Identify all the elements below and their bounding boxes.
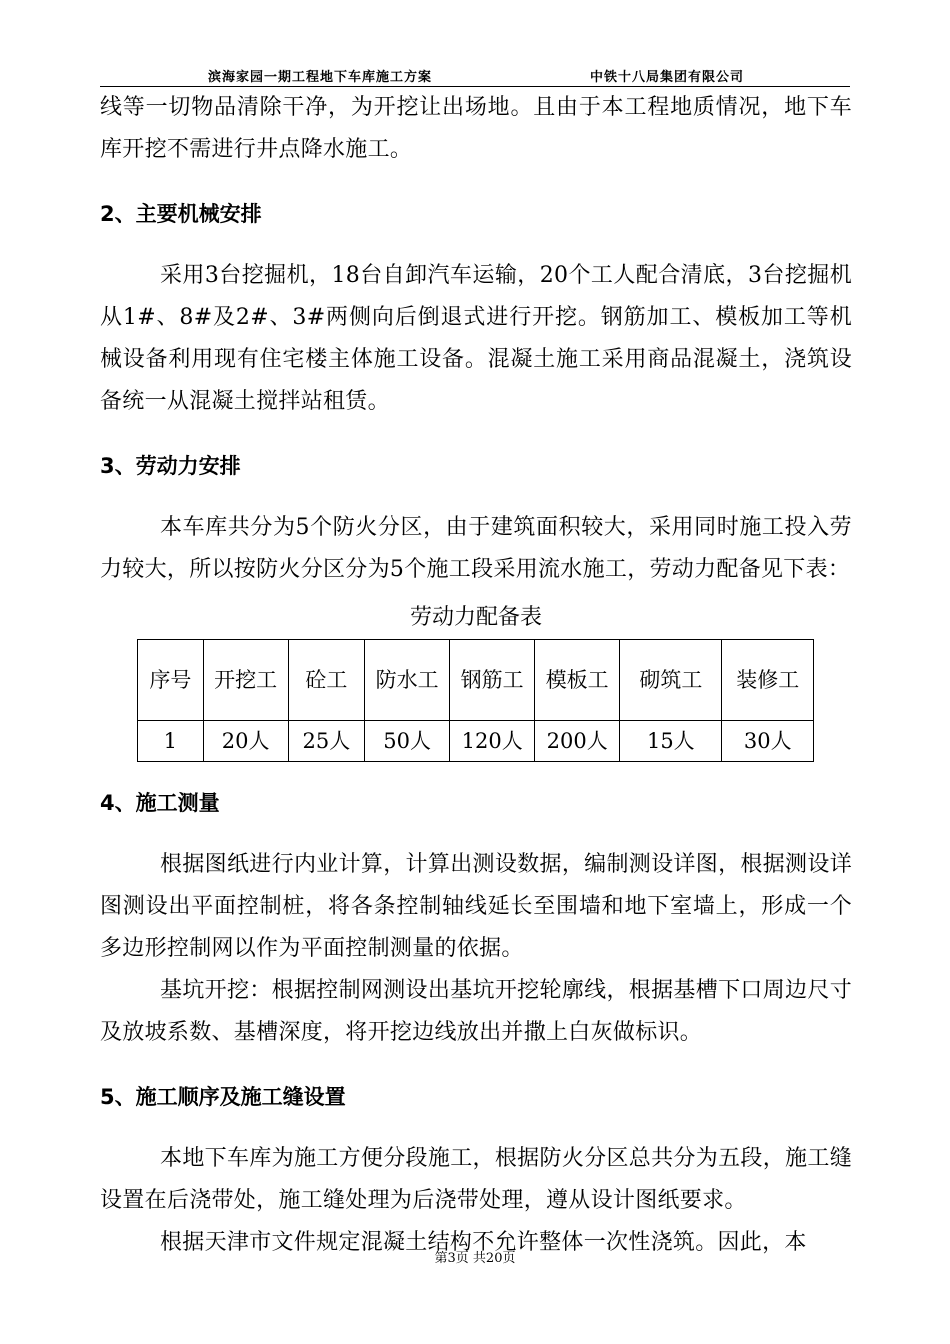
table-header-cell: 装修工 bbox=[722, 640, 814, 721]
section-5-paragraph-2: 根据天津市文件规定混凝土结构不允许整体一次性浇筑。因此，本 bbox=[160, 1230, 807, 1255]
intro-paragraph: 线等一切物品清除干净，为开挖让出场地。且由于本工程地质情况，地下车库开挖不需进行井点降水施工。 bbox=[100, 95, 852, 162]
section-3-paragraph: 本车库共分为5个防火分区，由于建筑面积较大，采用同时施工投入劳力较大，所以按防火分区分为5个施工段采用流水施工，劳动力配备见下表： bbox=[100, 515, 852, 582]
section-4-paragraph-2: 基坑开挖：根据控制网测设出基坑开挖轮廓线，根据基槽下口周边尺寸及放坡系数、基槽深度，将开挖边线放出并撒上白灰做标识。 bbox=[100, 978, 852, 1045]
table-header-cell: 模板工 bbox=[535, 640, 620, 721]
table-caption: 劳动力配备表 bbox=[409, 605, 542, 630]
page-header bbox=[100, 62, 850, 87]
section-4-paragraph-1: 根据图纸进行内业计算，计算出测设数据，编制测设详图，根据测设详图测设出平面控制桩，将各条控制轴线延长至围墙和地下室墙上，形成一个多边形控制网以作为平面控制测量的依据。 bbox=[100, 852, 852, 961]
table-header-cell: 防水工 bbox=[365, 640, 450, 721]
table-header-cell: 砼工 bbox=[288, 640, 364, 721]
table-cell: 15人 bbox=[620, 721, 722, 762]
section-2-paragraph: 采用3台挖掘机，18台自卸汽车运输，20个工人配合清底，3台挖掘机从1#、8#及2#、3#两侧向后倒退式进行开挖。钢筋加工、模板加工等机械设备利用现有住宅楼主体施工设备。混凝土施工采用商品混凝土，浇筑设备统一从混凝土搅拌站租赁。 bbox=[100, 263, 852, 414]
section-5-heading: 5、施工顺序及施工缝设置 bbox=[100, 1085, 346, 1109]
section-4-heading: 4、施工测量 bbox=[100, 791, 220, 815]
table-cell: 25人 bbox=[288, 721, 364, 762]
table-header-cell: 砌筑工 bbox=[620, 640, 722, 721]
section-5-paragraph-1: 本地下车库为施工方便分段施工，根据防火分区总共分为五段，施工缝设置在后浇带处，施工缝处理为后浇带处理，遵从设计图纸要求。 bbox=[100, 1146, 852, 1213]
table-header-cell: 序号 bbox=[138, 640, 204, 721]
table-header-cell: 开挖工 bbox=[203, 640, 288, 721]
page-number-footer: 第3页 共20页 bbox=[434, 1251, 516, 1266]
table-cell: 200人 bbox=[535, 721, 620, 762]
header-company-name: 中铁十八局集团有限公司 bbox=[590, 70, 745, 85]
table-cell: 20人 bbox=[203, 721, 288, 762]
table-header-cell: 钢筋工 bbox=[450, 640, 535, 721]
header-project-title: 滨海家园一期工程地下车库施工方案 bbox=[208, 70, 433, 85]
table-row bbox=[138, 721, 814, 762]
table-header-row bbox=[138, 640, 814, 721]
section-2-heading: 2、主要机械安排 bbox=[100, 202, 262, 226]
document-body bbox=[100, 87, 852, 1264]
table-cell: 30人 bbox=[722, 721, 814, 762]
section-3-heading: 3、劳动力安排 bbox=[100, 454, 241, 478]
table-cell: 1 bbox=[138, 721, 204, 762]
labor-allocation-table bbox=[137, 639, 814, 762]
table-cell: 120人 bbox=[450, 721, 535, 762]
table-cell: 50人 bbox=[365, 721, 450, 762]
